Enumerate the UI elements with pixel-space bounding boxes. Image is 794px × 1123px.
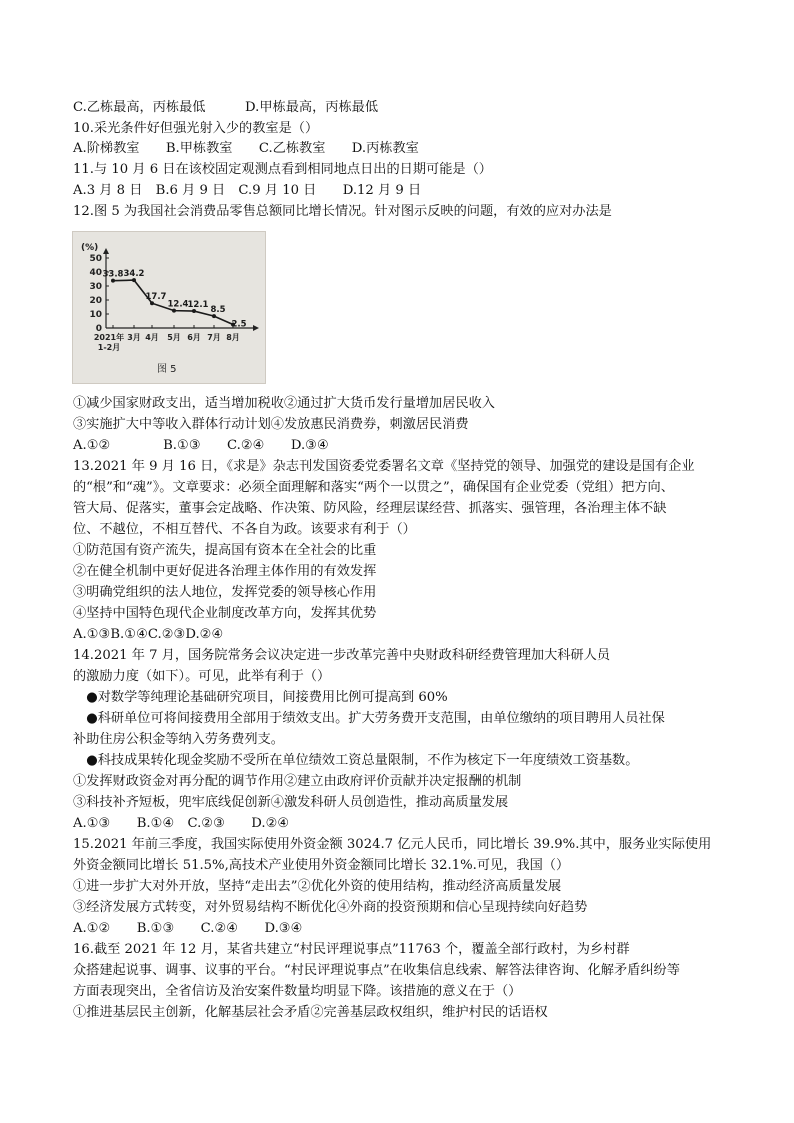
chart-y-tick-label: 40: [89, 268, 102, 278]
q14-stem-2: 的激励力度（如下）。可见，此举有利于（）: [73, 669, 331, 684]
chart-y-tick-label: 50: [89, 254, 102, 264]
chart-y-axis-label: (%): [81, 243, 99, 253]
chart-x-ticks: [94, 325, 240, 352]
q11-stem: 11.与 10 月 6 日在该校固定观测点看到相同地点日出的日期可能是（）: [73, 162, 492, 177]
q14-stem-1: 14.2021 年 7 月，国务院常务会议决定进一步改革完善中央财政科研经费管理加大科研人员: [73, 648, 611, 663]
q16-choice-1-2: ①推进基层民主创新，化解基层社会矛盾②完善基层政权组织，维护村民的话语权: [73, 1005, 548, 1020]
q10-stem: 10.采光条件好但强光射入少的教室是（）: [73, 121, 319, 136]
q10-options: A.阶梯教室 B.甲栋教室 C.乙栋教室 D.丙栋教室: [73, 141, 419, 156]
q14-bullet-2: ●科研单位可将间接费用全部用于绩效支出。扩大劳务费开支范围，由单位缴纳的项目聘用人员社保: [73, 711, 665, 726]
figure-5-svg: [73, 232, 265, 383]
chart-title: 图 5: [157, 364, 177, 375]
q14-options: A.①③ B.①④ C.②③ D.②④: [73, 816, 290, 831]
chart-data-label: 12.1: [187, 300, 209, 311]
q16-stem-3: 方面表现突出，全省信访及治安案件数量均明显下降。该措施的意义在于（）: [73, 984, 522, 999]
q13-stem-1: 13.2021 年 9 月 16 日，《求是》杂志刊发国资委党委署名文章《坚持党的领导、加强党的建设是国有企业: [73, 459, 695, 474]
q15-options: A.①② B.①③ C.②④ D.③④: [73, 921, 303, 936]
q13-choice-4: ④坚持中国特色现代企业制度改革方向，发挥其优势: [73, 606, 377, 621]
chart-y-tick-label: 0: [95, 324, 102, 334]
chart-x-tick-label: 8月: [226, 333, 240, 342]
q12-stem: 12.图 5 为我国社会消费品零售总额同比增长情况。针对图示反映的问题，有效的应对办法是: [73, 204, 612, 219]
chart-data-label: 33.8: [102, 269, 124, 280]
chart-x-tick-label: 4月: [145, 333, 159, 342]
q11-options: A.3 月 8 日 B.6 月 9 日 C.9 月 10 日 D.12 月 9 日: [73, 183, 422, 198]
q15-stem-2: 外资金额同比增长 51.5%,高技术产业使用外资金额同比增长 32.1%.可见，我国（）: [73, 858, 570, 873]
q12-options: A.①② B.①③ C.②④ D.③④: [73, 438, 329, 453]
q16-stem-1: 16.截至 2021 年 12 月，某省共建立“村民评理说事点”11763 个，覆盖全部行政村，为乡村群: [73, 942, 630, 957]
q16-stem-2: 众搭建起说事、调事、议事的平台。“村民评理说事点”在收集信息线索、解答法律咨询、化解矛盾纠纷等: [73, 963, 680, 978]
q12-choice-3-4: ③实施扩大中等收入群体行动计划④发放惠民消费券，刺激居民消费: [73, 417, 469, 432]
chart-y-tick-label: 30: [89, 282, 102, 292]
chart-y-axis-arrow: [103, 248, 109, 254]
q13-choice-1: ①防范国有资产流失，提高国有资本在全社会的比重: [73, 543, 377, 558]
q15-stem-1: 15.2021 年前三季度，我国实际使用外资金额 3024.7 亿元人民币，同比增长 39.9%.其中，服务业实际使用: [73, 837, 712, 852]
q14-choice-1-2: ①发挥财政资金对再分配的调节作用②建立由政府评价贡献并决定报酬的机制: [73, 774, 522, 789]
q12-choice-1-2: ①减少国家财政支出，适当增加税收②通过扩大货币发行量增加居民收入: [73, 396, 495, 411]
chart-x-tick-label: 7月: [207, 333, 221, 342]
q15-choice-3-4: ③经济发展方式转变，对外贸易结构不断优化④外商的投资预期和信心呈现持续向好趋势: [73, 900, 588, 915]
q13-choice-3: ③明确党组织的法人地位，发挥党委的领导核心作用: [73, 585, 377, 600]
chart-data-label: 8.5: [210, 305, 226, 316]
q13-choice-2: ②在健全机制中更好促进各治理主体作用的有效发挥: [73, 564, 377, 579]
chart-x-tick-label: 5月: [167, 333, 181, 342]
q15-choice-1-2: ①进一步扩大对外开放，坚持“走出去”②优化外资的使用结构，推动经济高质量发展: [73, 879, 562, 894]
q14-bullet-2-cont: 补助住房公积金等纳入劳务费列支。: [73, 732, 284, 747]
chart-data-label: 34.2: [123, 269, 145, 280]
chart-data-label: 2.5: [231, 319, 247, 330]
chart-data-label: 12.4: [167, 299, 189, 310]
figure-5-chart: [72, 231, 266, 384]
q13-stem-4: 位、不越位，不相互替代、不各自为政。该要求有利于（）: [73, 522, 416, 537]
chart-x-axis-arrow: [253, 325, 259, 331]
chart-x-tick-label: 6月: [187, 333, 201, 342]
q9-option-line-2: C.乙栋最高，丙栋最低 D.甲栋最高，丙栋最低: [73, 100, 379, 115]
q14-choice-3-4: ③科技补齐短板，兜牢底线促创新④激发科研人员创造性，推动高质量发展: [73, 795, 509, 810]
chart-y-tick-label: 20: [89, 296, 102, 306]
chart-data-label: 17.7: [145, 292, 167, 303]
q13-stem-3: 管大局、促落实，董事会定战略、作决策、防风险，经理层谋经营、抓落实、强管理，各治理主体不缺: [73, 501, 667, 516]
chart-x-tick-label: 3月: [127, 333, 141, 342]
chart-y-tick-label: 10: [89, 310, 102, 320]
q13-options: A.①③B.①④C.②③D.②④: [73, 627, 224, 642]
chart-x-tick-label: 2021年: [93, 333, 125, 342]
chart-x-tick-label-line2: 1-2月: [97, 343, 121, 352]
q14-bullet-3: ●科技成果转化现金奖励不受所在单位绩效工资总量限制，不作为核定下一年度绩效工资基数。: [73, 753, 639, 768]
q13-stem-2: 的“根”和“魂”》。文章要求：必须全面理解和落实“两个一以贯之”，确保国有企业党委（党组）把方向、: [73, 480, 674, 495]
q14-bullet-1: ●对数学等纯理论基础研究项目，间接费用比例可提高到 60%: [73, 690, 448, 705]
